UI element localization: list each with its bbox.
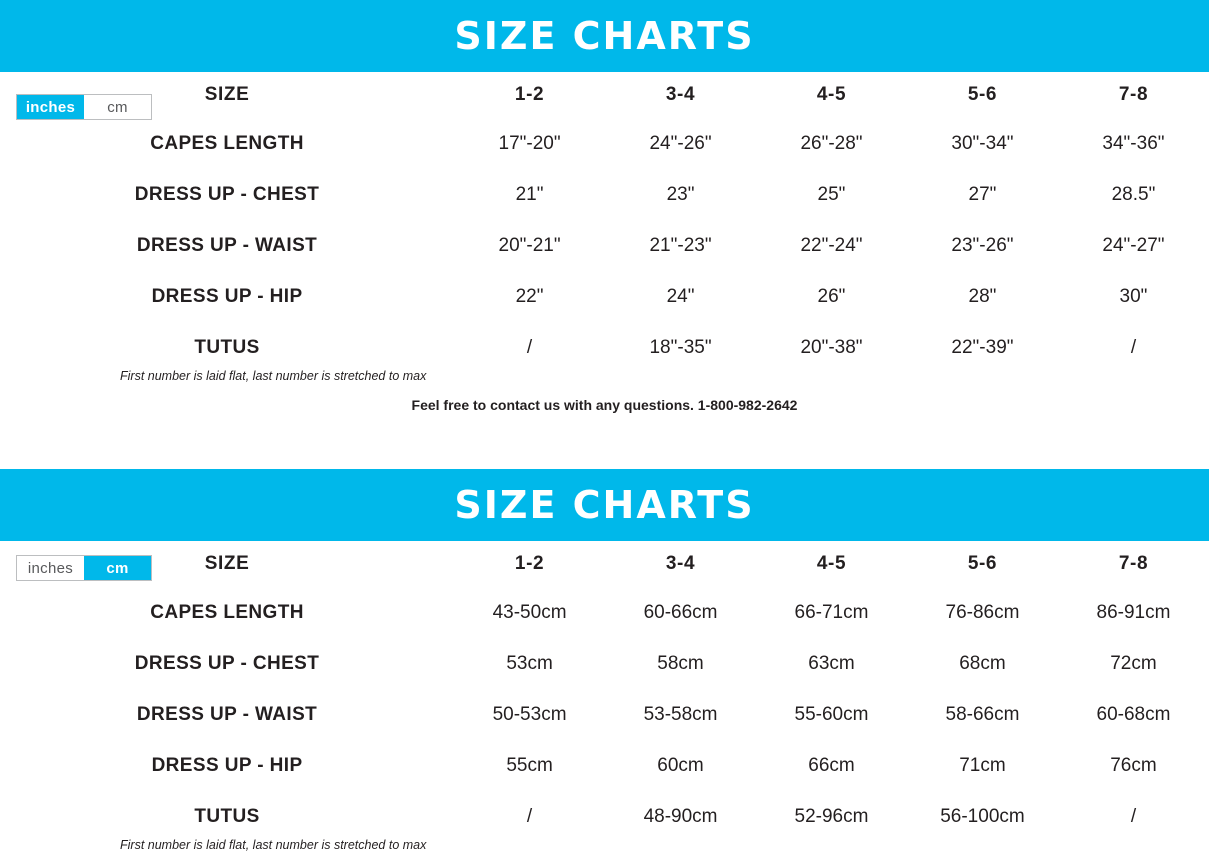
- size-chart-metric: [0, 469, 1209, 852]
- banner-metric: [0, 469, 1209, 541]
- cell-value: 86-91cm: [1096, 601, 1171, 623]
- cell-value: 25": [817, 183, 846, 205]
- cell-value: 23": [666, 183, 695, 205]
- cell-value: 27": [968, 183, 997, 205]
- section-spacer: [0, 413, 1209, 469]
- cell-value: 26": [817, 285, 846, 307]
- row-label: CAPES LENGTH: [150, 132, 304, 154]
- table-row: [0, 638, 1209, 689]
- cell-value: 22"-39": [951, 336, 1014, 358]
- cell-value: 76-86cm: [945, 601, 1020, 623]
- table-row: [0, 587, 1209, 638]
- row-label: CAPES LENGTH: [150, 601, 304, 623]
- cell-value: 48-90cm: [643, 805, 718, 827]
- column-header: SIZE: [204, 84, 250, 105]
- cell-value: 66cm: [808, 754, 855, 776]
- cell-value: 21"-23": [649, 234, 712, 256]
- column-header: 5-6: [967, 553, 998, 574]
- footnote-metric: First number is laid flat, last number is stretched to max: [120, 838, 427, 852]
- cell-value: 52-96cm: [794, 805, 869, 827]
- cell-value: 53cm: [506, 652, 553, 674]
- cell-value: 34"-36": [1102, 132, 1165, 154]
- cell-value: 63cm: [808, 652, 855, 674]
- cell-value: 55-60cm: [794, 703, 869, 725]
- size-table-imperial: [0, 72, 1209, 373]
- toggle-option-inches[interactable]: inches: [17, 95, 84, 119]
- row-label: DRESS UP - CHEST: [134, 183, 320, 205]
- cell-value: 22"-24": [800, 234, 863, 256]
- cell-value: 28": [968, 285, 997, 307]
- cell-value: 56-100cm: [940, 805, 1025, 827]
- cell-value: 60-68cm: [1096, 703, 1171, 725]
- cell-value: 22": [515, 285, 544, 307]
- contact-info: Feel free to contact us with any questions. 1-800-982-2642: [411, 397, 798, 413]
- cell-value: 50-53cm: [492, 703, 567, 725]
- row-label: TUTUS: [194, 336, 260, 358]
- row-label: DRESS UP - WAIST: [136, 703, 318, 725]
- cell-value: 58cm: [657, 652, 704, 674]
- unit-toggle-imperial[interactable]: [16, 94, 152, 120]
- cell-value: 23"-26": [951, 234, 1014, 256]
- column-header: SIZE: [204, 553, 250, 574]
- cell-value: 30": [1119, 285, 1148, 307]
- banner-imperial: [0, 0, 1209, 72]
- cell-value: 21": [515, 183, 544, 205]
- page-title-metric: SIZE CHARTS: [454, 483, 755, 527]
- cell-value: 30"-34": [951, 132, 1014, 154]
- unit-toggle-metric[interactable]: [16, 555, 152, 581]
- column-header: 7-8: [1118, 84, 1149, 105]
- table-row: [0, 740, 1209, 791]
- column-header: 4-5: [816, 553, 847, 574]
- cell-value: 28.5": [1111, 183, 1156, 205]
- cell-value: 60-66cm: [643, 601, 718, 623]
- cell-value: 66-71cm: [794, 601, 869, 623]
- table-header-row: [0, 541, 1209, 587]
- table-row: [0, 791, 1209, 842]
- table-row: [0, 322, 1209, 373]
- cell-value: 68cm: [959, 652, 1006, 674]
- cell-value: 55cm: [506, 754, 553, 776]
- cell-value: /: [1130, 805, 1137, 827]
- cell-value: 20"-21": [498, 234, 561, 256]
- cell-value: /: [526, 805, 533, 827]
- toggle-option-inches[interactable]: inches: [27, 559, 74, 577]
- table-row: [0, 271, 1209, 322]
- page-title-imperial: SIZE CHARTS: [454, 14, 755, 58]
- row-label: DRESS UP - HIP: [151, 754, 303, 776]
- cell-value: 71cm: [959, 754, 1006, 776]
- cell-value: 24"-27": [1102, 234, 1165, 256]
- column-header: 7-8: [1118, 553, 1149, 574]
- column-header: 5-6: [967, 84, 998, 105]
- cell-value: /: [1130, 336, 1137, 358]
- table-row: [0, 169, 1209, 220]
- row-label: TUTUS: [194, 805, 260, 827]
- cell-value: 76cm: [1110, 754, 1157, 776]
- cell-value: /: [526, 336, 533, 358]
- table-row: [0, 220, 1209, 271]
- cell-value: 18"-35": [649, 336, 712, 358]
- row-label: DRESS UP - WAIST: [136, 234, 318, 256]
- footnote-imperial: First number is laid flat, last number is stretched to max: [120, 369, 427, 383]
- toggle-option-cm[interactable]: cm: [107, 98, 128, 116]
- cell-value: 26"-28": [800, 132, 863, 154]
- table-row: [0, 118, 1209, 169]
- cell-value: 53-58cm: [643, 703, 718, 725]
- size-chart-imperial: [0, 0, 1209, 413]
- column-header: 3-4: [665, 84, 696, 105]
- column-header: 3-4: [665, 553, 696, 574]
- row-label: DRESS UP - HIP: [151, 285, 303, 307]
- size-table-metric: [0, 541, 1209, 842]
- column-header: 1-2: [514, 553, 545, 574]
- cell-value: 20"-38": [800, 336, 863, 358]
- column-header: 1-2: [514, 84, 545, 105]
- toggle-option-cm[interactable]: cm: [84, 556, 151, 580]
- table-header-row: [0, 72, 1209, 118]
- cell-value: 60cm: [657, 754, 704, 776]
- table-row: [0, 689, 1209, 740]
- cell-value: 58-66cm: [945, 703, 1020, 725]
- cell-value: 17"-20": [498, 132, 561, 154]
- column-header: 4-5: [816, 84, 847, 105]
- row-label: DRESS UP - CHEST: [134, 652, 320, 674]
- cell-value: 24": [666, 285, 695, 307]
- cell-value: 24"-26": [649, 132, 712, 154]
- cell-value: 43-50cm: [492, 601, 567, 623]
- cell-value: 72cm: [1110, 652, 1157, 674]
